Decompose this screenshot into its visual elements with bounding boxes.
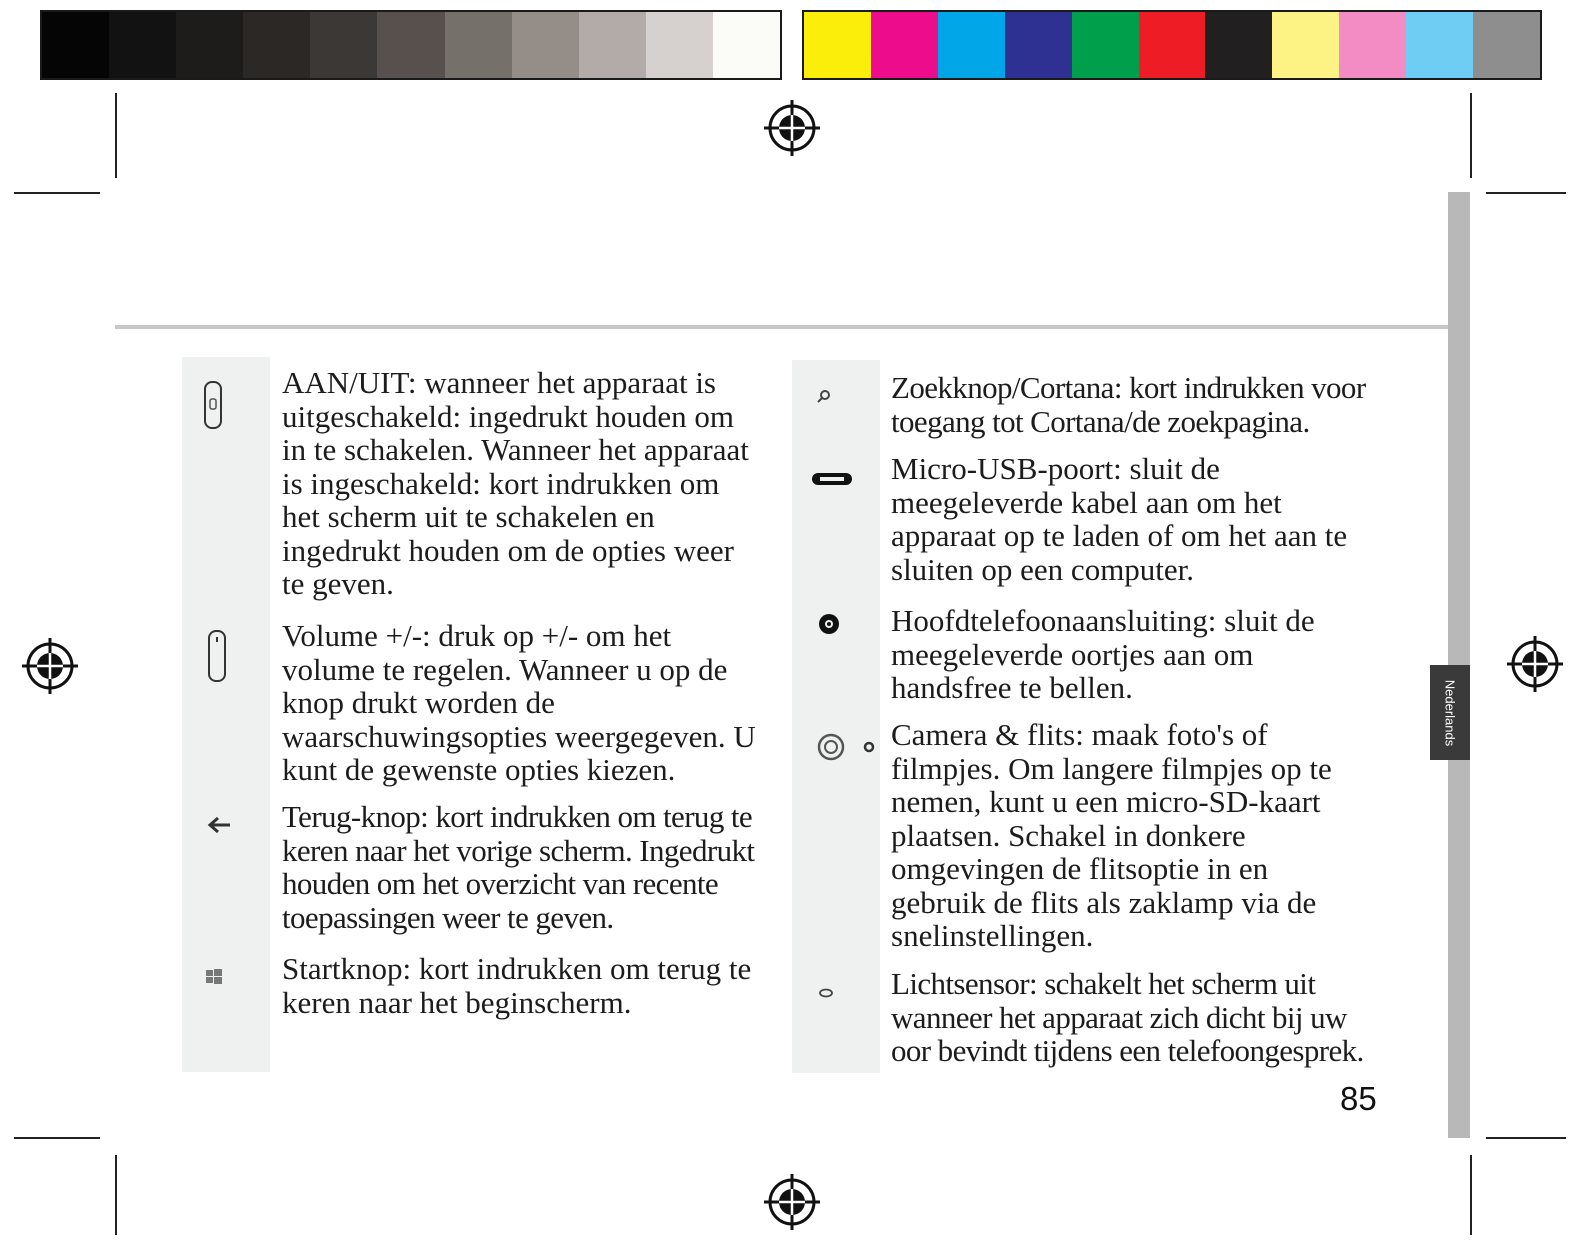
color-swatch <box>1072 12 1139 78</box>
registration-mark-icon <box>20 636 80 696</box>
camera-description: Camera & flits: maak foto's of filmpjes. Om langere filmpjes op te nemen, kunt u een micro-SD-kaart plaatsen. Schakel in donkere omgevingen de flitsoptie in en gebruik de flits als zaklamp via de snelinstellingen. <box>891 717 1332 953</box>
color-swatch <box>176 12 243 78</box>
language-tab-label: Nederlands <box>1442 679 1458 746</box>
crop-mark <box>115 93 117 178</box>
grayscale-calibration-bar <box>40 10 782 80</box>
color-swatch <box>1272 12 1339 78</box>
color-swatch <box>1005 12 1072 78</box>
header-rule <box>115 325 1450 329</box>
right-icon-column <box>792 360 880 1073</box>
crop-mark <box>14 192 100 194</box>
headphone-jack-icon <box>816 611 842 637</box>
color-swatch <box>42 12 109 78</box>
usb-description: Micro-USB-poort: sluit de meegeleverde kabel aan om het apparaat op te laden of om het aan te sluiten op een computer. <box>891 451 1348 587</box>
registration-mark-icon <box>762 1172 822 1232</box>
crop-mark <box>14 1137 100 1139</box>
color-swatch <box>1139 12 1206 78</box>
light-sensor-description: Lichtsensor: schakelt het scherm uit wanneer het apparaat zich dicht bij uw oor bevindt tijdens een telefoongesprek. <box>891 966 1364 1068</box>
color-swatch <box>512 12 579 78</box>
color-swatch <box>1406 12 1473 78</box>
color-swatch <box>1205 12 1272 78</box>
crop-mark <box>1486 1137 1566 1139</box>
color-calibration-bar <box>802 10 1542 80</box>
crop-mark <box>115 1155 117 1235</box>
color-swatch <box>310 12 377 78</box>
crop-mark <box>1470 1155 1472 1235</box>
crop-mark <box>1486 192 1566 194</box>
power-description: AAN/UIT: wanneer het apparaat is uitgeschakeld: ingedrukt houden om in te schakelen. Wanneer het apparaat is ingeschakeld: kort indrukken om het scherm uit te schakelen en ingedrukt houden om de opties weer te geven. <box>282 365 749 601</box>
color-swatch <box>1473 12 1540 78</box>
windows-logo-icon <box>204 967 224 985</box>
registration-mark-icon <box>1505 634 1565 694</box>
color-swatch <box>871 12 938 78</box>
left-icon-column <box>182 357 270 1072</box>
color-swatch <box>938 12 1005 78</box>
color-swatch <box>1339 12 1406 78</box>
color-swatch <box>243 12 310 78</box>
color-swatch <box>377 12 444 78</box>
search-icon <box>814 386 834 406</box>
color-swatch <box>445 12 512 78</box>
crop-mark <box>1470 93 1472 178</box>
light-sensor-icon <box>816 986 836 1000</box>
camera-flash-icon <box>814 730 878 764</box>
micro-usb-port-icon <box>810 468 854 490</box>
start-button-description: Startknop: kort indrukken om terug te keren naar het beginscherm. <box>282 951 752 1020</box>
language-tab <box>1430 665 1470 760</box>
page-number: 85 <box>1340 1080 1377 1117</box>
color-swatch <box>713 12 780 78</box>
color-swatch <box>804 12 871 78</box>
search-description: Zoekknop/Cortana: kort indrukken voor toegang tot Cortana/de zoekpagina. <box>891 370 1366 439</box>
color-swatch <box>579 12 646 78</box>
power-button-icon <box>200 379 226 431</box>
color-swatch <box>109 12 176 78</box>
color-swatch <box>646 12 713 78</box>
back-arrow-icon <box>204 813 234 837</box>
registration-mark-icon <box>762 98 822 158</box>
volume-button-icon <box>204 627 230 685</box>
headphone-description: Hoofdtelefoonaansluiting: sluit de meegeleverde oortjes aan om handsfree te bellen. <box>891 603 1315 705</box>
volume-description: Volume +/-: druk op +/- om het volume te regelen. Wanneer u op de knop drukt worden de waarschuwingsopties weergegeven. U kunt de gewenste opties kiezen. <box>282 618 756 787</box>
back-button-description: Terug-knop: kort indrukken om terug te keren naar het vorige scherm. Ingedrukt houden om het overzicht van recente toepassingen weer te geven. <box>282 799 755 935</box>
